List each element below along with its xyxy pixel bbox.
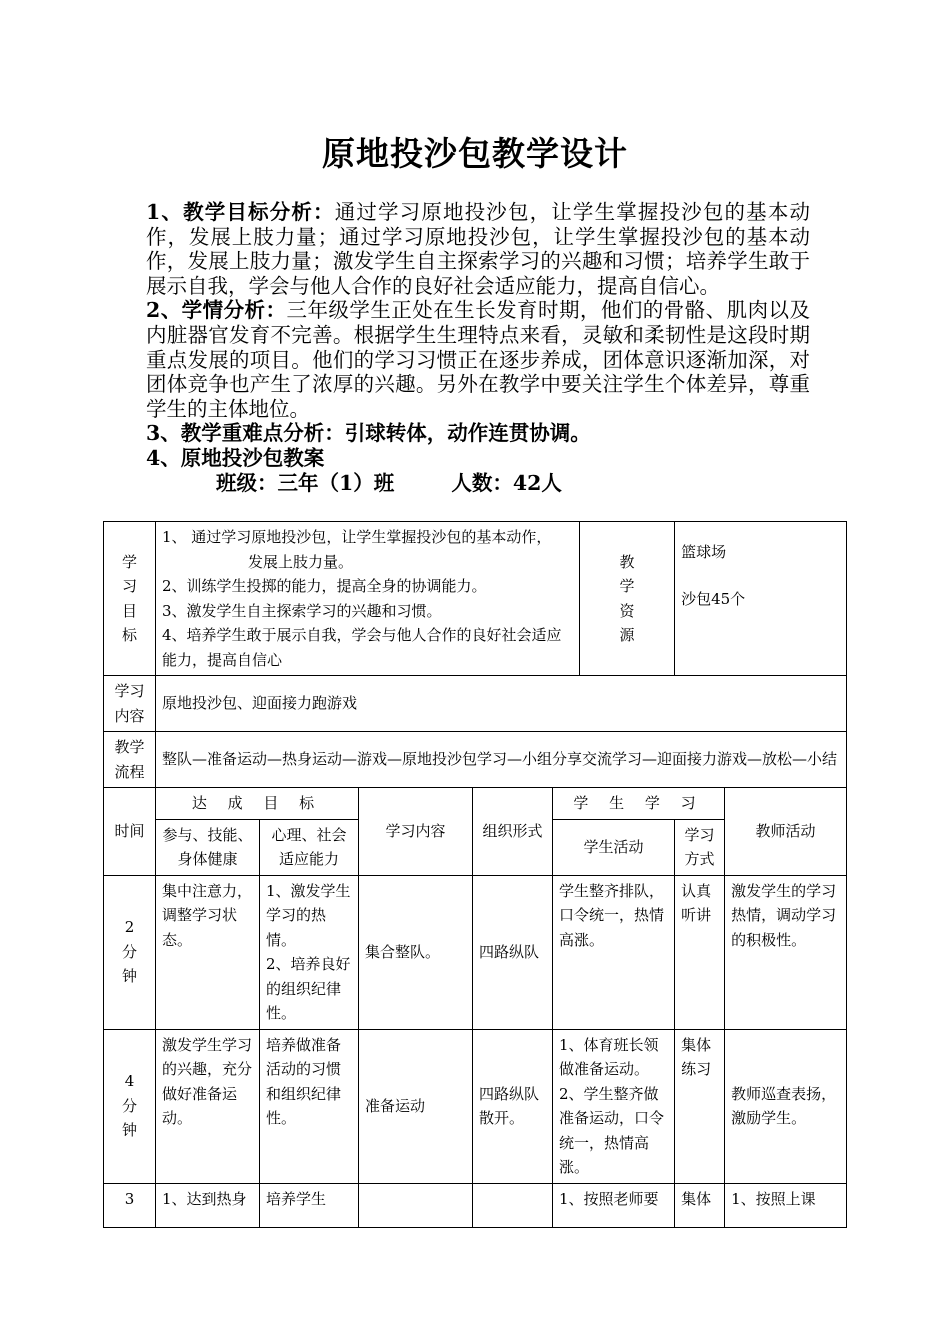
resource-item: 篮球场 bbox=[681, 543, 727, 561]
header-goal-b: 心理、社会适应能力 bbox=[260, 819, 359, 875]
row-content: 准备运动 bbox=[359, 1029, 473, 1183]
row-study-mode: 集体练习 bbox=[675, 1029, 725, 1183]
header-time: 时间 bbox=[104, 788, 156, 876]
page-title: 原地投沙包教学设计 bbox=[322, 134, 628, 173]
content-label: 学习内容 bbox=[104, 676, 156, 732]
lesson-plan-table bbox=[103, 521, 847, 1228]
section-heading: 1、教学目标分析： bbox=[146, 200, 335, 224]
section-objectives-analysis bbox=[146, 200, 810, 298]
flow-label: 教学流程 bbox=[104, 732, 156, 788]
objective-item: 4、培养学生敢于展示自我，学会与他人合作的良好社会适应能力，提高自信心 bbox=[162, 626, 562, 669]
row-goal-b: 培养学生 bbox=[260, 1183, 359, 1227]
row-teacher: 教师巡查表扬，激励学生。 bbox=[725, 1029, 847, 1183]
row-goal-b: 培养做准备活动的习惯和组织纪律性。 bbox=[260, 1029, 359, 1183]
section-heading: 2、学情分析： bbox=[146, 298, 287, 323]
row-time: 4 分 钟 bbox=[104, 1029, 156, 1183]
table-row bbox=[104, 1183, 847, 1227]
flow-row bbox=[104, 732, 847, 788]
row-teacher: 1、按照上课 bbox=[725, 1183, 847, 1227]
objectives-row bbox=[104, 522, 847, 676]
row-teacher: 激发学生的学习热情，调动学习的积极性。 bbox=[725, 875, 847, 1029]
objectives-label: 学 习 目 标 bbox=[104, 522, 156, 676]
header-row-1 bbox=[104, 788, 847, 820]
row-goal-a: 激发学生学习的兴趣，充分做好准备运动。 bbox=[156, 1029, 260, 1183]
document-body bbox=[146, 200, 810, 495]
objective-item: 3、激发学生自主探索学习的兴趣和习惯。 bbox=[162, 601, 442, 620]
resources-cell bbox=[675, 522, 847, 676]
student-count: 人数：42人 bbox=[451, 470, 562, 495]
row-goal-a: 集中注意力，调整学习状态。 bbox=[156, 875, 260, 1029]
row-study-mode: 认真听讲 bbox=[675, 875, 725, 1029]
class-label: 班级：三年（1）班 bbox=[216, 470, 395, 495]
header-goal-a: 参与、技能、身体健康 bbox=[156, 819, 260, 875]
objectives-cell bbox=[156, 522, 580, 676]
resources-label: 教 学 资 源 bbox=[580, 522, 675, 676]
flow-cell: 整队—准备运动—热身运动—游戏—原地投沙包学习—小组分享交流学习—迎面接力游戏—放松—小结 bbox=[156, 732, 847, 788]
class-info bbox=[146, 471, 810, 496]
objective-item: 发展上肢力量。 bbox=[248, 552, 354, 571]
row-student-activity: 学生整齐排队，口令统一，热情高涨。 bbox=[553, 875, 675, 1029]
row-time: 3 bbox=[104, 1183, 156, 1227]
section-text: 三年级学生正处在生长发育时期，他们的骨骼、肌肉以及内脏器官发育不完善。根据学生生理特点来看，灵敏和柔韧性是这段时期重点发展的项目。他们的学习习惯正在逐步养成，团体意识逐渐加深，对团体竞争也产生了浓厚的兴趣。另外在教学中要关注学生个体差异，尊重学生的主体地位。 bbox=[146, 298, 811, 421]
row-student-activity: 1、体育班长领做准备运动。 2、学生整齐做准备运动，口令统一，热情高涨。 bbox=[553, 1029, 675, 1183]
row-content: 集合整队。 bbox=[359, 875, 473, 1029]
header-org: 组织形式 bbox=[473, 788, 553, 876]
section-lesson-plan: 4、原地投沙包教案 bbox=[146, 445, 325, 470]
section-text: 通过学习原地投沙包，让学生掌握投沙包的基本动作，发展上肢力量；通过学习原地投沙包，让学生掌握投沙包的基本动作，发展上肢力量；激发学生自主探索学习的兴趣和习惯；培养学生敢于展示自我，学会与他人合作的良好社会适应能力，提高自信心。 bbox=[146, 200, 811, 298]
section-student-analysis bbox=[146, 298, 810, 421]
header-goals: 达 成 目 标 bbox=[156, 788, 359, 820]
table-row bbox=[104, 875, 847, 1029]
table-row bbox=[104, 1029, 847, 1183]
row-org: 四路纵队散开。 bbox=[473, 1029, 553, 1183]
resource-item: 沙包45个 bbox=[681, 589, 746, 608]
row-org bbox=[473, 1183, 553, 1227]
row-org: 四路纵队 bbox=[473, 875, 553, 1029]
row-content bbox=[359, 1183, 473, 1227]
row-goal-a: 1、达到热身 bbox=[156, 1183, 260, 1227]
row-study-mode: 集体 bbox=[675, 1183, 725, 1227]
header-study-mode: 学习方式 bbox=[675, 819, 725, 875]
objective-item: 1、 通过学习原地投沙包，让学生掌握投沙包的基本动作， bbox=[162, 528, 552, 546]
header-teacher: 教师活动 bbox=[725, 788, 847, 876]
section-key-points: 3、教学重难点分析：引球转体，动作连贯协调。 bbox=[146, 421, 591, 446]
objective-item: 2、训练学生投掷的能力，提高全身的协调能力。 bbox=[162, 577, 487, 595]
header-student: 学 生 学 习 bbox=[553, 788, 725, 820]
content-cell: 原地投沙包、迎面接力跑游戏 bbox=[156, 676, 847, 732]
header-student-activity: 学生活动 bbox=[553, 819, 675, 875]
content-row bbox=[104, 676, 847, 732]
row-time: 2 分 钟 bbox=[104, 875, 156, 1029]
row-goal-b: 1、激发学生学习的热情。 2、培养良好的组织纪律性。 bbox=[260, 875, 359, 1029]
header-content: 学习内容 bbox=[359, 788, 473, 876]
row-student-activity: 1、按照老师要 bbox=[553, 1183, 675, 1227]
